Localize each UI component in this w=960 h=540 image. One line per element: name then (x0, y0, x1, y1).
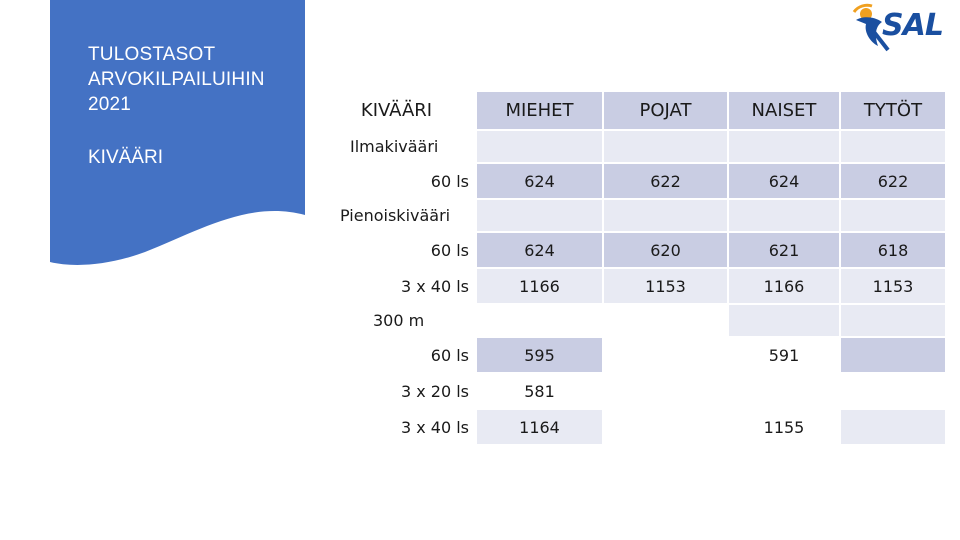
table-row (318, 410, 945, 444)
cell-value: 622 (604, 164, 727, 198)
cell-value: 595 (477, 338, 602, 372)
row-label: 3 x 40 ls (318, 269, 475, 303)
cell-value (604, 374, 727, 408)
sal-logo (852, 2, 957, 54)
cell-value: 624 (729, 164, 839, 198)
header-miehet: MIEHET (477, 92, 602, 129)
header-kivaari: KIVÄÄRI (318, 92, 475, 129)
cell-value: 1153 (604, 269, 727, 303)
table-row (318, 233, 945, 267)
cell-value: 1155 (729, 410, 839, 444)
section-row-300m (318, 305, 945, 336)
cell-value (604, 338, 727, 372)
table-row (318, 269, 945, 303)
row-label: 3 x 20 ls (318, 374, 475, 408)
cell-value: 1164 (477, 410, 602, 444)
cell-value: 1166 (729, 269, 839, 303)
sidebar-panel (50, 0, 305, 265)
section-label: Pienoiskivääri (318, 200, 475, 231)
header-tytot: TYTÖT (841, 92, 945, 129)
header-pojat: POJAT (604, 92, 727, 129)
cell-value: 1166 (477, 269, 602, 303)
table-row (318, 338, 945, 372)
cell-value (841, 410, 945, 444)
cell-value: 621 (729, 233, 839, 267)
cell-value (841, 374, 945, 408)
table-row (318, 164, 945, 198)
cell-value: 624 (477, 164, 602, 198)
section-label: 300 m (318, 305, 475, 336)
table-row (318, 374, 945, 408)
section-row-pienoiskivaari (318, 200, 945, 231)
row-label: 60 ls (318, 164, 475, 198)
section-label: Ilmakivääri (318, 131, 475, 162)
cell-value (729, 374, 839, 408)
cell-value: 581 (477, 374, 602, 408)
row-label: 3 x 40 ls (318, 410, 475, 444)
cell-value: 620 (604, 233, 727, 267)
cell-value: 1153 (841, 269, 945, 303)
page-subtitle: KIVÄÄRI (88, 147, 163, 168)
cell-value (604, 410, 727, 444)
cell-value (841, 338, 945, 372)
cell-value: 618 (841, 233, 945, 267)
cell-value: 591 (729, 338, 839, 372)
cell-value: 624 (477, 233, 602, 267)
row-label: 60 ls (318, 338, 475, 372)
table-header-row (318, 92, 945, 129)
header-naiset: NAISET (729, 92, 839, 129)
cell-value: 622 (841, 164, 945, 198)
page-title: TULOSTASOT ARVOKILPAILUIHIN 2021 (88, 44, 265, 115)
logo-text: SAL (882, 8, 943, 43)
section-row-ilmakivaari (318, 131, 945, 162)
sidebar-shape (50, 0, 305, 265)
row-label: 60 ls (318, 233, 475, 267)
results-table (316, 90, 947, 446)
